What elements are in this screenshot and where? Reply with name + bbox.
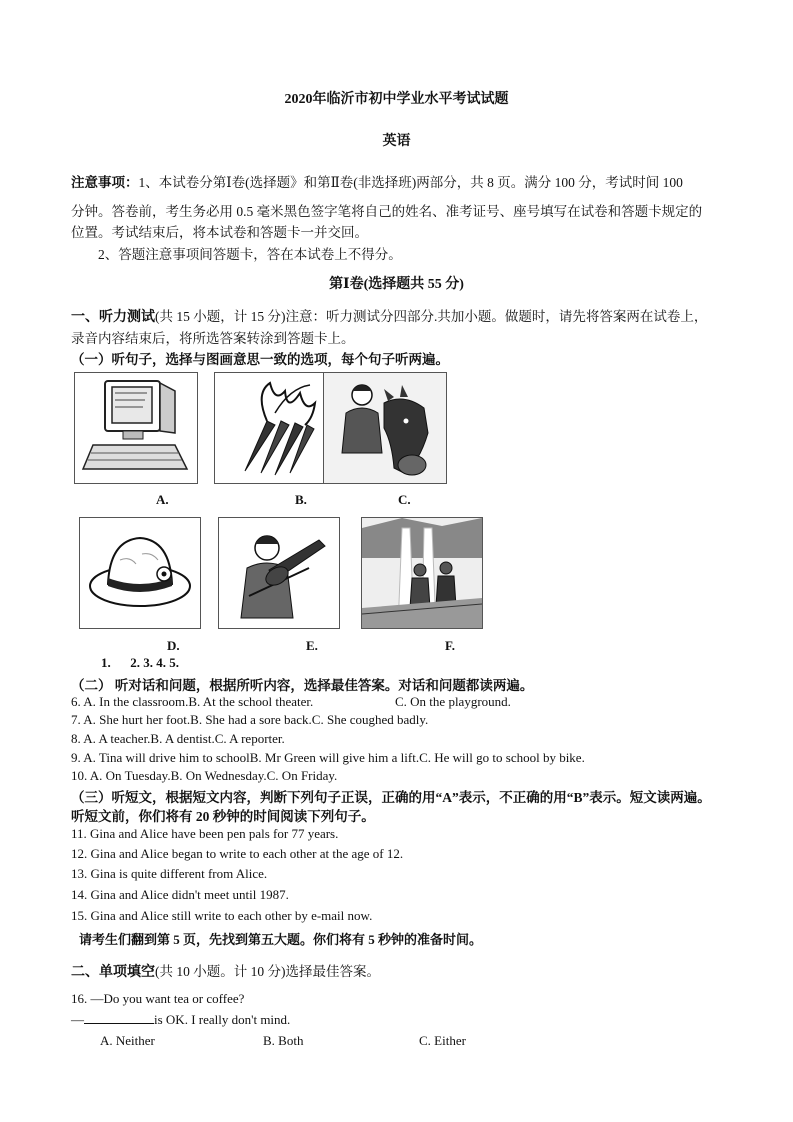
question-16-blank — [84, 1012, 154, 1024]
question-16-dash: — — [71, 1012, 84, 1027]
picture-c-label: C. — [398, 492, 411, 507]
section-1-intro-2: 录音内容结束后，将所选答案转涂到答题卡上。 — [71, 331, 355, 346]
section-1-heading-detail: (共 15 小题，计 15 分) — [155, 309, 286, 324]
picture-f-label: F. — [445, 638, 455, 653]
question-11: 11. Gina and Alice have been pen pals for 77 years. — [71, 826, 339, 841]
section-1-intro-1: 注意：听力测试分四部分.共加小题。做题时，请先将答案两在试卷上， — [285, 309, 708, 324]
question-9: 9. A. Tina will drive him to schoolB. Mr Green will give him a lift.C. He will go to school by bike. — [71, 750, 585, 765]
question-15: 15. Gina and Alice still write to each other by e-mail now. — [71, 908, 373, 923]
question-16-option-b: B. Both — [263, 1033, 304, 1048]
notice-line-3: 位置。考试结束后，将本试卷和答题卡一并交回。 — [71, 225, 368, 240]
question-14: 14. Gina and Alice didn't meet until 1987. — [71, 887, 289, 902]
question-16-answer — [71, 1012, 290, 1028]
part-3-title-1: （三）听短文，根据短文内容，判断下列句子正误，正确的用“A”表示，不正确的用“B”表示。短文读两遍。 — [71, 790, 711, 805]
section-1-heading: 一、听力测试 — [71, 310, 155, 325]
part-1-title: （一）听句子，选择与图画意思一致的选项，每个句子听两遍。 — [71, 352, 449, 367]
notice-line-1 — [71, 171, 683, 191]
section-1-heading-line — [71, 305, 707, 326]
picture-f — [361, 517, 483, 629]
picture-d-label: D. — [167, 638, 180, 653]
part-3-title-2: 听短文前，你们将有 20 秒钟的时间阅读下列句子。 — [71, 809, 375, 824]
question-6 — [71, 694, 511, 710]
question-16-option-a: A. Neither — [100, 1033, 155, 1048]
section-2-heading: 二、单项填空 — [71, 965, 155, 980]
question-10: 10. A. On Tuesday.B. On Wednesday.C. On Friday. — [71, 768, 338, 783]
girl-with-horse-icon — [324, 373, 446, 483]
picture-e — [218, 517, 340, 629]
question-16-prompt: 16. —Do you want tea or coffee? — [71, 991, 245, 1006]
question-6-option-c: C. On the playground. — [395, 694, 511, 709]
question-numbers-line: 1. 2. 3. 4. 5. — [101, 655, 179, 670]
question-7: 7. A. She hurt her foot.B. She had a sore back.C. She coughed badly. — [71, 712, 429, 727]
notice-line-2: 分钟。答卷前，考生务必用 0.5 毫米黑色签字笔将自己的姓名、准考证号、座号填写在试卷和答题卡规定的 — [71, 204, 703, 219]
question-8: 8. A. A teacher.B. A dentist.C. A reporter. — [71, 731, 285, 746]
turn-page-note: 请考生们翻到第 5 页，先找到第五大题。你们将有 5 秒钟的准备时间。 — [79, 932, 483, 947]
picture-d — [79, 517, 201, 629]
exam-title: 2020年临沂市初中学业水平考试试题 — [284, 92, 509, 107]
notice-line-4: 2、答题注意事项间答题卡，答在本试卷上不得分。 — [98, 247, 402, 262]
notice-label: 注意事项： — [71, 175, 139, 190]
question-12: 12. Gina and Alice began to write to each other at the age of 12. — [71, 846, 404, 861]
hat-icon — [80, 518, 200, 628]
picture-a — [74, 372, 198, 484]
question-16-option-c: C. Either — [419, 1033, 466, 1048]
picture-b — [214, 372, 338, 484]
waterfall-hikers-icon — [362, 518, 482, 628]
violinist-icon — [219, 518, 339, 628]
section-2-heading-line — [71, 960, 380, 981]
computer-icon — [75, 373, 197, 483]
notice-text-1: 1、本试卷分第Ⅰ卷(选择题》和第Ⅱ卷(非选择班)两部分，共 8 页。满分 100 分，考试时间 100 — [138, 175, 683, 190]
question-6-options-ab: 6. A. In the classroom.B. At the school theater. — [71, 694, 314, 709]
picture-b-label: B. — [295, 492, 307, 507]
question-16-answer-text: is OK. I really don't mind. — [154, 1012, 291, 1027]
picture-e-label: E. — [306, 638, 318, 653]
volume-1-title: 第Ⅰ卷(选择题共 55 分) — [329, 277, 464, 292]
exam-subject: 英语 — [382, 134, 411, 149]
part-2-title: （二） 听对话和问题，根据所听内容，选择最佳答案。对话和问题都读两遍。 — [71, 678, 534, 693]
section-2-instruction: 选择最佳答案。 — [285, 964, 380, 979]
carrots-icon — [215, 373, 337, 483]
section-2-heading-detail: (共 10 小题。计 10 分) — [155, 964, 286, 979]
question-13: 13. Gina is quite different from Alice. — [71, 866, 268, 881]
picture-c — [323, 372, 447, 484]
picture-a-label: A. — [156, 492, 169, 507]
